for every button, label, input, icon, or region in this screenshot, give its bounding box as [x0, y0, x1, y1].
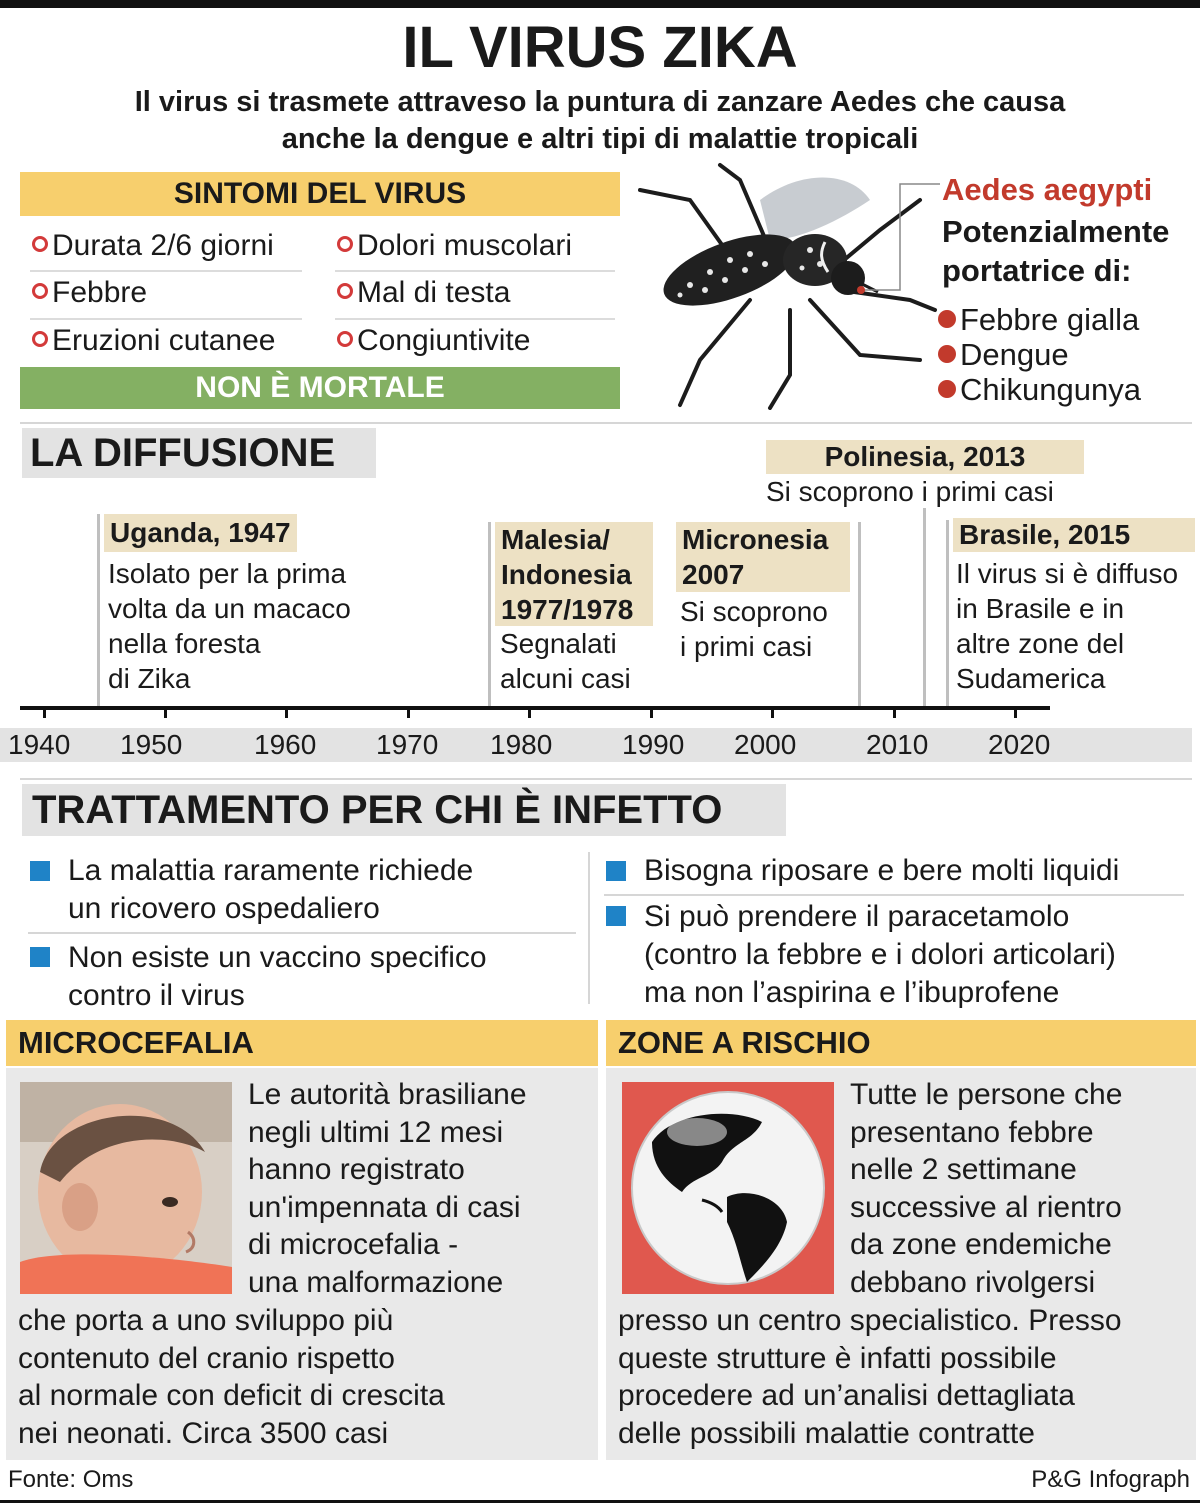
treatment-divider [28, 932, 576, 934]
baby-photo [20, 1082, 232, 1294]
axis-tick [43, 706, 46, 718]
timeline-marker [488, 522, 491, 710]
axis-tick [771, 706, 774, 718]
treatment-item: Non esiste un vaccino specifico contro il virus [68, 941, 487, 1012]
source-note: Fonte: Oms [8, 1466, 134, 1493]
year-label: 1960 [254, 729, 317, 760]
globe-icon [622, 1082, 834, 1294]
disease-item: Dengue [938, 337, 1069, 373]
symptom-divider [335, 318, 615, 320]
red-dot-icon [938, 380, 956, 398]
symptom-item: Eruzioni cutanee [32, 323, 275, 359]
treatment-divider [604, 894, 1184, 896]
not-fatal-banner: NON È MORTALE [20, 367, 620, 409]
timeline-marker [858, 522, 861, 710]
red-dot-icon [938, 310, 956, 328]
blue-square-bullet-icon [30, 947, 50, 967]
symptom-item: Mal di testa [337, 275, 510, 311]
risk-zones-heading: ZONE A RISCHIO [606, 1020, 1196, 1066]
ring-bullet-icon [32, 283, 48, 299]
page-title: IL VIRUS ZIKA [402, 15, 798, 80]
disease-item: Chikungunya [938, 372, 1141, 408]
credit-note: P&G Infograph [1031, 1466, 1190, 1493]
symptoms-heading: SINTOMI DEL VIRUS [20, 172, 620, 216]
year-label: 1950 [120, 729, 183, 760]
treatment-item: Bisogna riposare e bere molti liquidi [644, 854, 1120, 887]
timeline-label-malesia: Malesia/ Indonesia 1977/1978 [495, 522, 653, 626]
timeline-marker [946, 520, 949, 710]
microcephaly-heading: MICROCEFALIA [6, 1020, 598, 1066]
symptom-item: Congiuntivite [337, 323, 530, 359]
section-divider [20, 778, 1192, 780]
treatment-column-divider [588, 852, 590, 1004]
symptom-divider [30, 270, 302, 272]
ring-bullet-icon [337, 283, 353, 299]
section-divider [20, 422, 1192, 424]
treatment-item: Si può prendere il paracetamolo (contro la febbre e i dolori articolari) ma non l’aspirina e l’ibuprofene [644, 900, 1116, 1009]
blue-square-bullet-icon [606, 861, 626, 881]
timeline-label-polynesia: Polinesia, 2013 [766, 440, 1084, 474]
bottom-bar [0, 1500, 1200, 1503]
axis-tick [1014, 706, 1017, 718]
year-label: 1970 [376, 729, 439, 760]
timeline-text-brasile: Il virus si è diffuso in Brasile e in altre zone del Sudamerica [956, 558, 1179, 694]
axis-tick [650, 706, 653, 718]
year-label: 1990 [622, 729, 685, 760]
mosquito-species: Aedes aegypti [942, 172, 1153, 207]
microcephaly-text-top: Le autorità brasiliane negli ultimi 12 mesi hanno registrato un'impennata di casi di microcefalia - una malformazione [248, 1078, 527, 1299]
risk-zones-text-bottom: presso un centro specialistico. Presso queste strutture è infatti possibile procedere ad un’analisi dettagliata delle possibili malattie contratte [618, 1304, 1122, 1450]
symptom-divider [335, 270, 615, 272]
page-subtitle: Il virus si trasmete attraveso la puntura di zanzare Aedes che causa anche la dengue e altri tipi di malattie tropicali [134, 86, 1066, 155]
axis-tick [528, 706, 531, 718]
year-label: 1980 [490, 729, 553, 760]
timeline-text-micronesia: Si scoprono i primi casi [680, 596, 828, 662]
symptom-item: Durata 2/6 giorni [32, 228, 274, 264]
callout-pointer [855, 182, 945, 297]
top-bar [0, 0, 1200, 8]
symptom-item: Febbre [32, 275, 147, 311]
ring-bullet-icon [337, 331, 353, 347]
ring-bullet-icon [32, 236, 48, 252]
symptom-item: Dolori muscolari [337, 228, 572, 264]
disease-item: Febbre gialla [938, 302, 1139, 338]
timeline-label-micronesia: Micronesia 2007 [676, 522, 850, 592]
year-label: 2010 [866, 729, 929, 760]
red-dot-icon [938, 345, 956, 363]
year-label: 2020 [988, 729, 1051, 760]
risk-zones-text-top: Tutte le persone che presentano febbre nelle 2 settimane successive al rientro da zone endemiche debbano rivolgersi [850, 1078, 1123, 1299]
year-label: 2000 [734, 729, 797, 760]
timeline-label-brasile: Brasile, 2015 [953, 518, 1195, 552]
axis-tick [893, 706, 896, 718]
blue-square-bullet-icon [606, 906, 626, 926]
ring-bullet-icon [32, 331, 48, 347]
symptom-divider [30, 318, 302, 320]
timeline-text-malesia: Segnalati alcuni casi [500, 628, 631, 694]
axis-tick [407, 706, 410, 718]
axis-tick [164, 706, 167, 718]
axis-tick [285, 706, 288, 718]
timeline-text-polynesia: Si scoprono i primi casi [766, 476, 1054, 507]
timeline-label-uganda: Uganda, 1947 [104, 514, 297, 552]
timeline-marker [923, 508, 926, 710]
blue-square-bullet-icon [30, 861, 50, 881]
timeline-marker [97, 514, 100, 710]
treatment-item: La malattia raramente richiede un ricovero ospedaliero [68, 854, 474, 925]
carrier-label: Potenzialmente portatrice di: [942, 214, 1170, 288]
timeline-text-uganda: Isolato per la prima volta da un macaco nella foresta di Zika [108, 558, 351, 694]
microcephaly-text-bottom: che porta a uno sviluppo più contenuto del cranio rispetto al normale con deficit di crescita nei neonati. Circa 3500 casi [18, 1304, 445, 1450]
year-label: 1940 [8, 729, 71, 760]
diffusion-heading: LA DIFFUSIONE [22, 428, 376, 478]
treatment-heading: TRATTAMENTO PER CHI È INFETTO [22, 784, 786, 836]
ring-bullet-icon [337, 236, 353, 252]
